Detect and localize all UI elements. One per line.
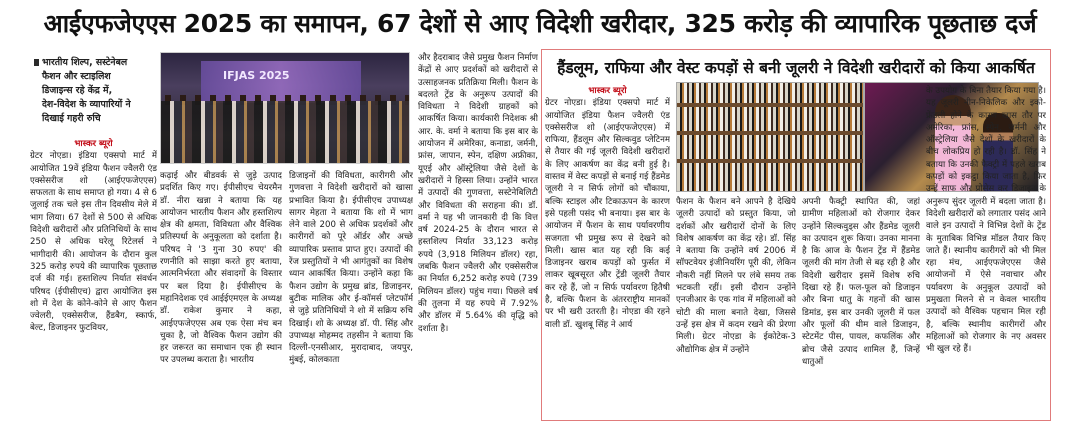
article-text: के उपयोग के बिना तैयार किया गया है। यह जूलरी नीन-निकेलिक और इको-फ्रेंडली होने के कारण खास तौर पर अमेरिका, फ्रांस, स्पेन, जर्मनी और ऑस्ट्रेलिया जैसे देशों के खरीदारों के बीच लोकप्रिय हो रही है। डॉ. सिंह ने बताया कि उनकी फैक्ट्री में पहले खराब कपड़ों को इकट्ठा किया जाता है, फिर उन्हें साफ और प्रोसेस कर डिजाइन के अनुरूप सुंदर जूलरी में बदला जाता है। विदेशी खरीदारों को लगातार पसंद आने वाले इन उत्पादों ने विभिन्न देशों के ट्रेंड के मुताबिक विभिन्न मॉडल तैयार किए जाते हैं। स्थानीय कारीगरों को भी मिल रहा मंच, आईएफजेएएस जैसे आयोजनों में ऐसे नवाचार और पर्यावरण के अनुकूल उत्पादों को प्रमुखता मिलने से न केवल भारतीय उत्पादों को वैश्विक पहचान मिल रही है, बल्कि स्थानीय कारीगरों और महिलाओं को रोजगार के नए अवसर भी खुल रहे हैं। [926,86,1046,355]
article-text: फैशन के फैशन बने आपने है देखिये जूलरी उत्पादों को प्रस्तुत किया, जो दर्शकों और खरीदारों दोनों के लिए विशेष आकर्षण का केंद्र रहे। डॉ. सिंह ने बताया कि उन्होंने वर्ष 2006 में सॉफ्टवेयर इंजीनियरिंग पूरी की, लेकिन नौकरी नहीं मिलने पर लंबे समय तक भटकती रहीं। इसी दौरान उन्होंने एनजीआर के एक गांव में महिलाओं को चोटी की माला बनाते देखा, जिससे उन्हें इस क्षेत्र में कदम रखने की प्रेरणा मिली। ग्रेटर नोएडा के ईकोटेक-3 औद्योगिक क्षेत्र में उन्होंने [676,197,796,355]
deck-line: देश-विदेश के व्यापारियों ने [42,99,131,110]
article-text: और हैदराबाद जैसे प्रमुख फैशन निर्माण केंद्रों से आए प्रदर्शकों को खरीदारों से उत्साहजनक प्रतिक्रिया मिली। फैशन के बदलते ट्रेंड के अनुरूप उत्पादों की विविधता ने विदेशी ग्राहकों को आकर्षित किया। कार्यकारी निदेशक श्री आर. के. वर्मा ने बताया कि इस बार के आयोजन में अमेरिका, कनाडा, जर्मनी, फ्रांस, जापान, स्पेन, दक्षिण अफ्रीका, यूएई और ऑस्ट्रेलिया जैसे देशों के खरीदारों ने हिस्सा लिया। उन्होंने भारत में उत्पादों की गुणवत्ता, सस्टेनेबिलिटी और विविधता की सराहना की। डॉ. वर्मा ने यह भी जानकारी दी कि वित्त वर्ष 2024-25 के दौरान भारत से हस्तशिल्प निर्यात 33,123 करोड़ रुपये (3,918 मिलियन डॉलर) रहा, जबकि फैशन ज्वैलरी और एक्सेसरीज का निर्यात 6,252 करोड़ रुपये (739 मिलियन डॉलर) पहुंच गया। पिछले वर्ष की तुलना में यह रुपये में 7.92% और डॉलर में 5.64% की वृद्धि को दर्शाता है। [418,53,538,334]
event-banner-text: IFJAS 2025 [223,69,290,82]
deck-line: फैशन और स्टाइलिश [42,71,111,82]
display-shelf [677,103,864,107]
event-photo [160,52,410,164]
right-column-3 [802,196,920,421]
right-column-2 [676,196,796,421]
right-column-4 [926,85,1046,421]
display-shelf [677,131,864,135]
deck-line: भारतीय शिल्प, सस्टेनेबल [34,56,156,70]
article-text: कढ़ाई और बीडवर्क से जुड़े उत्पाद प्रदर्शित किए गए। ईपीसीएच चेयरमैन डॉ. नीरा खन्ना ने बताया कि यह आयोजन भारतीय फैशन और हस्तशिल्प क्षेत्र की क्षमता, विविधता और वैश्विक प्रतिस्पर्धा के अनुकूलता को दर्शाता है। परिषद ने '3 गुना 30 रुपए' की रणनीति को साझा करते हुए बताया, आत्मनिर्भरता और संवादगों के विस्तार पर बल दिया है। ईपीसीएच के महानिदेशक एवं आईईएमएल के अध्यक्ष डॉ. राकेश कुमार ने कहा, आईएफजेएएस अब एक ऐसा मंच बन चुका है, जो वैश्विक फैशन उद्योग की हर जरूरत का समाधान एक ही स्थान पर उपलब्ध कराता है। भारतीय [160,171,282,366]
deck-line: दिखाई गहरी रुचि [42,113,101,124]
left-column-1 [30,138,157,423]
people-group [161,101,410,163]
display-shelf [677,159,864,163]
left-column-4 [418,52,538,423]
article-text: डिजाइनों की विविधता, कारीगरी और गुणवत्ता ने विदेशी खरीदारों को खासा प्रभावित किया है। ईपीसीएच उपाध्यक्ष सागर मेहता ने बताया कि शो में भाग लेने वाले 200 से अधिक प्रदर्शकों और कारीगरों को पूरे ऑर्डर और अच्छे व्यापारिक प्रस्ताव प्राप्त हुए। उत्पादों की रेंज प्रस्तुतियों ने भी आगंतुकों का विशेष ध्यान आकर्षित किया। उन्होंने कहा कि फैशन उद्योग के प्रमुख ब्रांड, डिजाइनर, बुटीक मालिक और ई-कॉमर्स प्लेटफॉर्म से जुड़े प्रतिनिधियों ने शो में सक्रिय रुचि दिखाई। शो के अध्यक्ष डॉ. पी. सिंह और उपाध्यक्ष मोहम्मद तहसीन ने बताया कि दिल्ली-एनसीआर, मुरादाबाद, जयपुर, मुंबई, कोलकाता [289,171,413,366]
headline: आईएफजेएएस 2025 का समापन, 67 देशों से आए विदेशी खरीदार, 325 करोड़ की व्यापारिक पूछताछ दर्ज [43,9,1037,38]
right-story-headline: हैंडलूम, राफिया और वेस्ट कपड़ों से बनी जूलरी ने विदेशी खरीदारों को किया आकर्षित [557,59,1035,77]
byline: भास्कर ब्यूरो [74,139,113,149]
right-column-1 [545,85,670,421]
article-text: ग्रेटर नोएडा। इंडिया एक्सपो मार्ट में आयोजित इंडिया फैशन ज्वैलरी एंड एक्सेसरीज शो (आईएफजेएएस) में राफिया, हैंडलूम और सिल्कवुड प्लेटिनम से तैयार की गई जूलरी विदेशी खरीदारों के लिए आकर्षण का केंद्र बनी हुई है। वास्तव में वेस्ट कपड़ों से बनाई गई हैंडमेड जूलरी ने न सिर्फ लोगों को चौंकाया, बल्कि स्टाइल और टिकाऊपन के कारण इसे पहली पसंद भी बनाया। इस बार के आयोजन में फैशन के साथ पर्यावरणीय सजगता भी प्रमुख रूप से देखने को मिली। खास बात यह रही कि कई डिजाइनर खराब कपड़ों को फुर्सत में लाकर खूबसूरत और ट्रेंडी जूलरी तैयार कर रहे हैं, जो न सिर्फ पर्यावरण हितैषी है, बल्कि फैशन के अंतरराष्ट्रीय मानकों पर भी खरी उतरती है। नोएडा की रहने वाली डॉ. खुशबू सिंह ने आर्य [545,98,670,330]
article-text: अपनी फैक्ट्री स्थापित की, जहां ग्रामीण महिलाओं को रोजगार देकर उन्होंने सिल्कवुड्स और हैंडमेड जूलरी का उत्पादन शुरू किया। उनका मानना है कि आज के फैशन ट्रेंड में हैंडमेड जूलरी की मांग तेजी से बढ़ रही है और विदेशी खरीदार इसमें विशेष रुचि दिखा रहे हैं। फल-फूल को डिजाइन और बिना धातु के गहनों की खास डिमांड, इस बार उनकी जूलरी में फल और फूलों की थीम वाले डिजाइन, स्टेटमेंट पीस, पायल, कफलिंक और ब्रोच जैसे उत्पाद शामिल हैं, जिन्हें धातुओं [802,197,920,367]
left-column-2 [160,170,282,423]
jewellery-photo [676,82,864,192]
article-text: ग्रेटर नोएडा। इंडिया एक्सपो मार्ट में आयोजित 19वें इंडिया फैशन ज्वैलरी एंड एक्सेसरीज शो (आईएफजेएएस) सफलता के साथ समाप्त हो गया। 4 से 6 जुलाई तक चले इस तीन दिवसीय मेले में भाग लिया। 67 देशों से 500 से अधिक विदेशी खरीदारों और प्रतिनिधियों के साथ 250 से अधिक घरेलू रिटेलर्स ने भागीदारी की। आयोजन के दौरान कुल 325 करोड़ रुपये की व्यापारिक पूछताछ दर्ज की गई। हस्तशिल्प निर्यात संवर्धन परिषद (ईपीसीएच) द्वारा आयोजित इस शो में देश के कोने-कोने से आए फैशन ज्वेलरी, एक्सेसरीज, हैंडबैग, स्कार्फ, बेल्ट, डिजाइनर फुटवियर, [30,151,157,334]
byline: भास्कर ब्यूरो [588,86,627,96]
left-column-3 [289,170,413,423]
deck-line: डिजाइन्स रहे केंद्र में, [42,85,113,96]
